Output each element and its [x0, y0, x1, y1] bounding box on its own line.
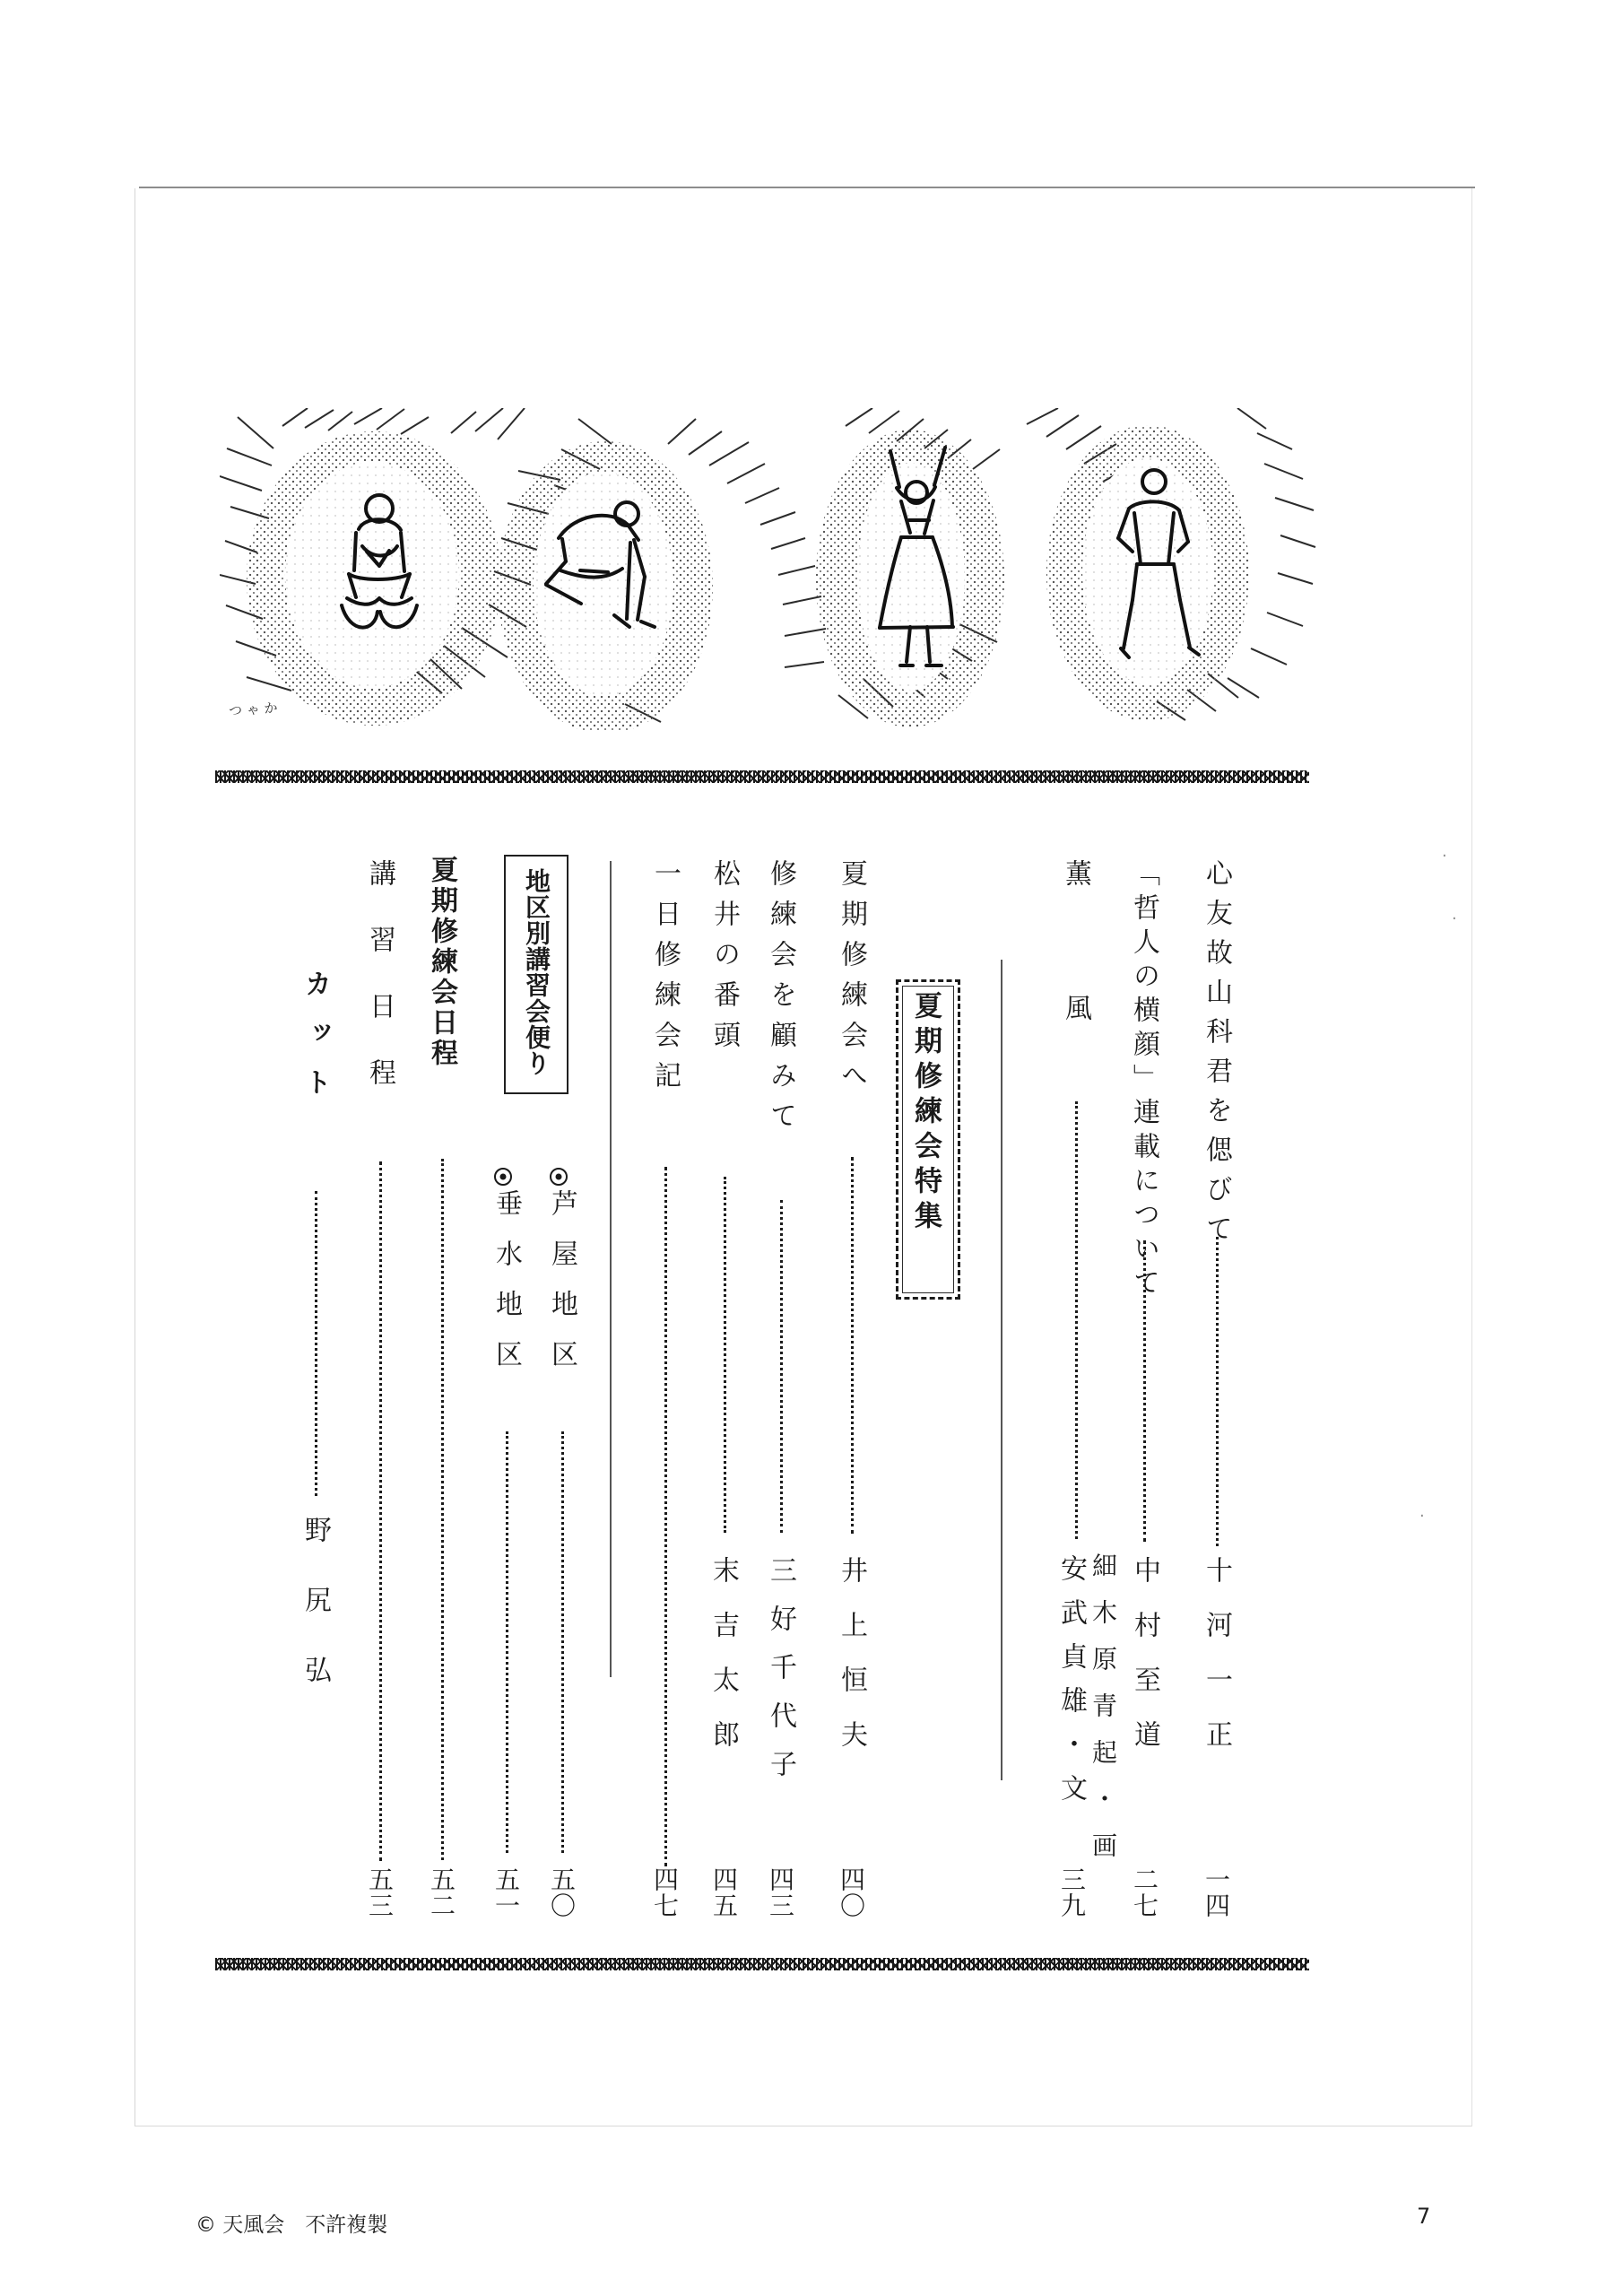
- feature-entry-author-2: 三好千代子: [765, 1556, 796, 1798]
- regional-page-2: 五一: [491, 1866, 521, 1918]
- feature-entry-title-1: 夏期修練会へ: [836, 859, 867, 1101]
- regional-rule: [610, 861, 612, 1677]
- entry-title-1: 心友故山科君を偲びて: [1201, 859, 1232, 1254]
- feature-entry-author-1: 井上恒夫: [836, 1556, 867, 1775]
- feature-entry-leader-4: [664, 1167, 667, 1866]
- schedule-page-1: 五二: [427, 1866, 456, 1918]
- header-illustration: [220, 408, 1327, 731]
- feature-entry-leader-1: [851, 1157, 854, 1534]
- cut-title: カット: [299, 970, 331, 1118]
- regional-leader-2: [506, 1431, 508, 1853]
- feature-entry-page-2: 四三: [766, 1866, 795, 1918]
- entry-leader-2: [1143, 1240, 1146, 1542]
- entry-page-3: 三九: [1057, 1866, 1087, 1918]
- feature-label: 夏期修練会特集: [909, 991, 942, 1236]
- schedule-title-2: 講習日程: [364, 859, 395, 1125]
- feature-entry-title-3: 松井の番頭: [708, 859, 740, 1061]
- margin-speck-2: ·: [1452, 909, 1457, 928]
- cut-leader: [315, 1191, 317, 1496]
- entry-title-2: 「哲人の横顔」連載について: [1128, 859, 1159, 1302]
- feature-entry-leader-2: [780, 1200, 783, 1533]
- entry-leader-3: [1075, 1101, 1078, 1539]
- cut-author: 野尻弘: [299, 1516, 331, 1726]
- entry-title-3: 薫風: [1060, 859, 1091, 1128]
- entry-page-2: 二七: [1130, 1866, 1159, 1918]
- feature-entry-page-4: 四七: [650, 1866, 680, 1918]
- schedule-leader-1: [441, 1159, 444, 1860]
- feature-entry-title-2: 修練会を顧みて: [765, 859, 796, 1142]
- top-rule: [139, 187, 1475, 188]
- entry-leader-1: [1216, 1237, 1219, 1546]
- entry-author-3-illustrator: 細木原青起・画: [1089, 1552, 1118, 1879]
- feature-entry-page-1: 四〇: [837, 1866, 866, 1918]
- feature-entry-title-4: 一日修練会記: [649, 859, 681, 1101]
- schedule-page-2: 五三: [365, 1866, 395, 1918]
- bottom-ornamental-border: [215, 1958, 1309, 1970]
- schedule-title-1: 夏期修練会日程: [426, 856, 457, 1069]
- page-number: 7: [1417, 2204, 1431, 2229]
- regional-bullet-1: [550, 1168, 568, 1186]
- margin-speck-1: ·: [1442, 847, 1447, 865]
- regional-bullet-2: [494, 1168, 512, 1186]
- illustrator-mark: つ ゃ か: [228, 700, 279, 719]
- feature-entry-leader-3: [724, 1177, 726, 1533]
- entry-author-2: 中村至道: [1129, 1556, 1160, 1775]
- copyright-notice: © 天風会 不許複製: [195, 2213, 388, 2237]
- regional-leader-1: [561, 1431, 564, 1853]
- margin-speck-3: ·: [1419, 1507, 1425, 1526]
- feature-entry-page-3: 四五: [709, 1866, 739, 1918]
- regional-label: 地区別講習会便り: [522, 868, 551, 1076]
- top-ornamental-border: [215, 770, 1309, 783]
- feature-entry-author-3: 末吉太郎: [707, 1556, 739, 1775]
- regional-page-1: 五〇: [547, 1866, 577, 1918]
- regional-title-2: 垂水地区: [490, 1189, 522, 1390]
- entry-author-1: 十河一正: [1201, 1556, 1232, 1775]
- regional-title-1: 芦屋地区: [546, 1189, 577, 1390]
- entry-author-3-writer: 安武貞雄・文: [1055, 1554, 1087, 1818]
- entry-page-1: 一四: [1202, 1866, 1231, 1918]
- schedule-leader-2: [379, 1161, 382, 1861]
- section-rule: [1001, 960, 1002, 1780]
